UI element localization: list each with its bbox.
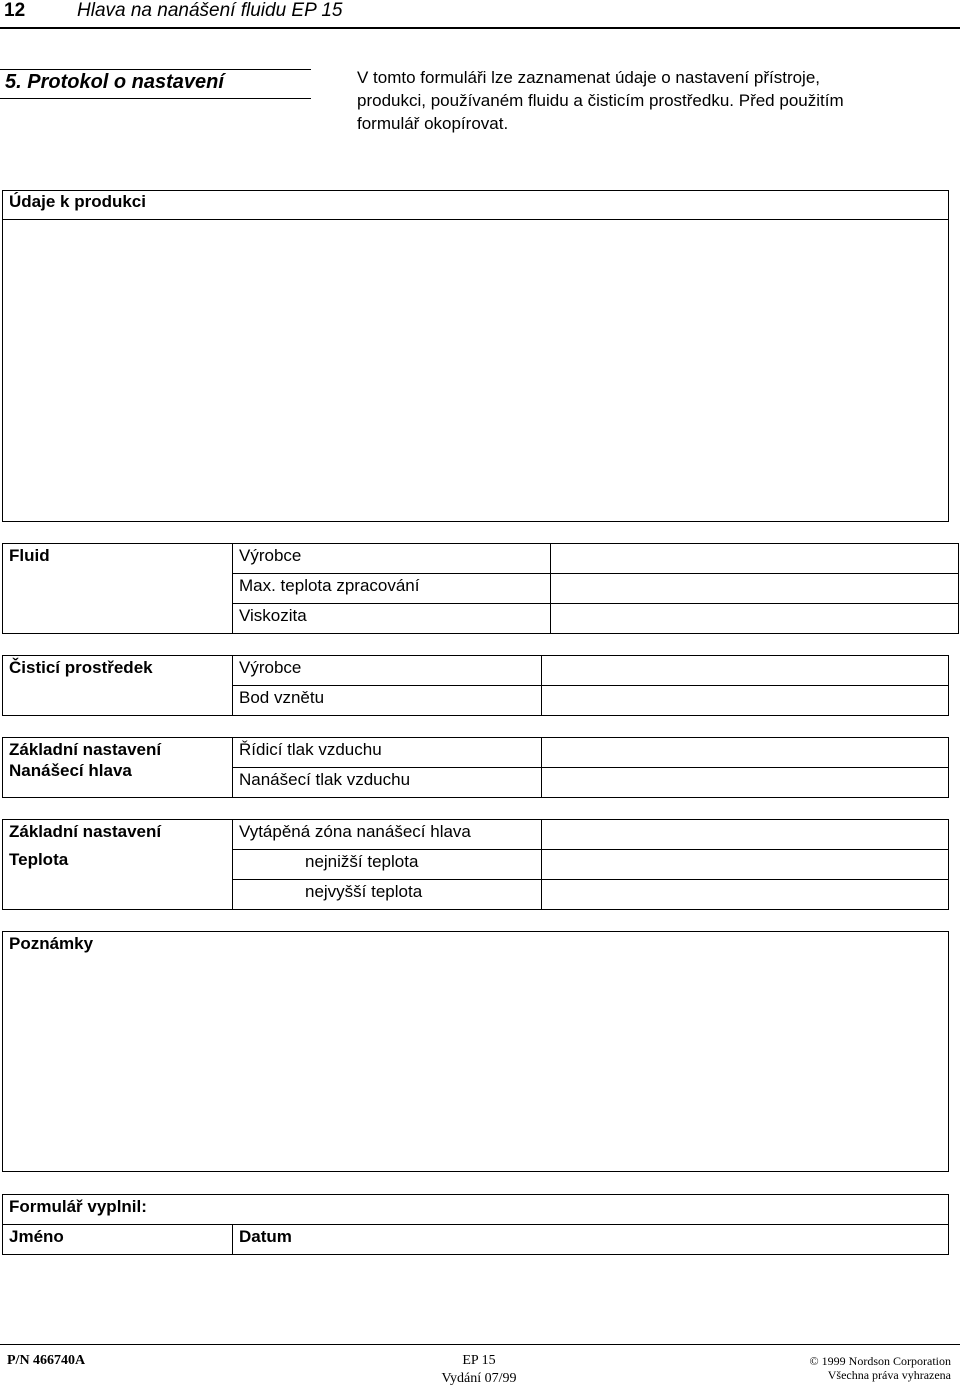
footer-rule	[0, 1344, 960, 1345]
cleaner-manufacturer-field[interactable]	[542, 656, 948, 685]
part-number: P/N 466740A	[7, 1353, 86, 1368]
basic-temp-label-1: Základní nastavení	[9, 822, 162, 841]
production-label: Údaje k produkci	[9, 192, 146, 211]
cleaner-label: Čisticí prostředek	[9, 658, 153, 677]
notes-box[interactable]	[2, 931, 949, 1172]
footer-rights: Všechna práva vyhrazena	[827, 1368, 951, 1382]
fluid-max-temp-field[interactable]	[551, 574, 958, 603]
production-header-rule	[2, 219, 949, 220]
control-air-pressure-label: Řídicí tlak vzduchu	[239, 740, 382, 759]
control-air-pressure-field[interactable]	[542, 738, 948, 767]
fluid-viscosity-field[interactable]	[551, 604, 958, 633]
highest-temp-field[interactable]	[542, 880, 948, 909]
filled-by-label: Formulář vyplnil:	[9, 1197, 147, 1216]
filled-by-divider	[232, 1224, 233, 1255]
fluid-label: Fluid	[9, 546, 50, 565]
application-air-pressure-field[interactable]	[542, 768, 948, 797]
lowest-temp-label: nejnižší teplota	[305, 852, 419, 871]
fluid-viscosity-label: Viskozita	[239, 606, 307, 625]
notes-label: Poznámky	[9, 934, 94, 953]
basic-temp-label-2: Teplota	[9, 850, 69, 869]
fluid-manufacturer-label: Výrobce	[239, 546, 302, 565]
date-field[interactable]	[300, 1225, 948, 1254]
footer-product: EP 15	[462, 1353, 496, 1368]
section-rule-bottom	[0, 98, 311, 99]
section-rule-top	[0, 69, 311, 70]
lowest-temp-field[interactable]	[542, 850, 948, 879]
cleaner-flashpoint-label: Bod vznětu	[239, 688, 325, 707]
basic-head-label-2: Nanášecí hlava	[9, 761, 132, 780]
application-air-pressure-label: Nanášecí tlak vzduchu	[239, 770, 411, 789]
heated-zone-label: Vytápěná zóna nanášecí hlava	[239, 822, 471, 841]
header-rule	[0, 27, 960, 29]
footer-edition: Vydání 07/99	[441, 1371, 517, 1386]
intro-line: V tomto formuláři lze zaznamenat údaje o nastavení přístroje,	[357, 68, 821, 87]
fluid-manufacturer-field[interactable]	[551, 544, 958, 573]
cleaner-manufacturer-label: Výrobce	[239, 658, 302, 677]
intro-line: formulář okopírovat.	[357, 114, 509, 133]
page-number: 12	[4, 0, 26, 21]
highest-temp-label: nejvyšší teplota	[305, 882, 423, 901]
name-field[interactable]	[75, 1225, 231, 1254]
section-intro	[357, 66, 844, 135]
basic-temp-divider	[232, 819, 233, 910]
running-title: Hlava na nanášení fluidu EP 15	[77, 0, 343, 21]
footer-copyright: © 1999 Nordson Corporation	[809, 1354, 951, 1368]
cleaner-flashpoint-field[interactable]	[542, 686, 948, 715]
name-label: Jméno	[9, 1227, 64, 1246]
intro-line: produkci, používaném fluidu a čisticím prostředku. Před použitím	[357, 91, 844, 110]
section-title: 5. Protokol o nastavení	[5, 71, 224, 93]
fluid-divider	[232, 543, 233, 634]
fluid-max-temp-label: Max. teplota zpracování	[239, 576, 420, 595]
heated-zone-field[interactable]	[542, 820, 948, 849]
production-box[interactable]	[2, 190, 949, 522]
basic-head-label-1: Základní nastavení	[9, 740, 162, 759]
date-label: Datum	[239, 1227, 292, 1246]
